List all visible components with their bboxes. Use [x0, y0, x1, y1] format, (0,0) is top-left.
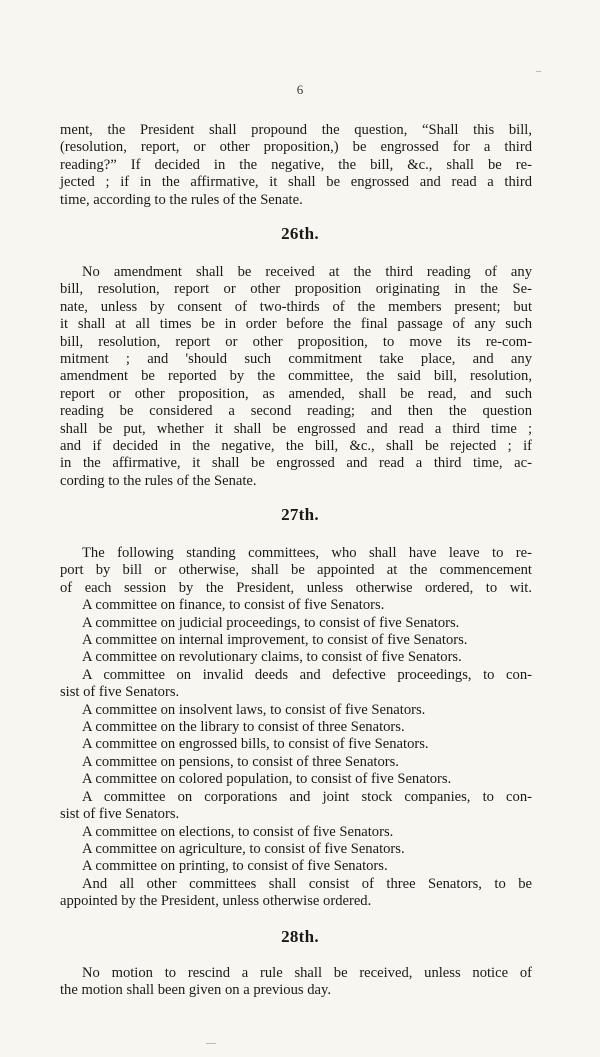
list-item: A committee on judicial proceedings, to consist of five Senators.: [82, 614, 460, 631]
text-line: and if decided in the negative, the bill, &c., shall be rejected ; if: [60, 438, 532, 455]
speck-mark: –: [536, 66, 541, 77]
text-line: amendment be reported by the committee, the said bill, resolution,: [60, 368, 532, 385]
rule-28-heading: 28th.: [281, 927, 319, 946]
list-item: A committee on corporations and joint stock companies, to con-: [82, 788, 532, 805]
text-line: ment, the President shall propound the question, “Shall this bill,: [60, 122, 532, 138]
text-line: nate, unless by consent of two-thirds of the members present; but: [60, 298, 532, 315]
text-line: cording to the rules of the Senate.: [60, 472, 257, 489]
text-line: time, according to the rules of the Senate.: [60, 191, 303, 208]
text-line: No amendment shall be received at the third reading of any: [82, 264, 532, 280]
rule-26-paragraph: [60, 264, 532, 490]
list-item: A committee on finance, to consist of five Senators.: [82, 597, 385, 614]
text-line: mitment ; and 'should such commitment take place, and any: [60, 351, 532, 368]
text-line: the motion shall been given on a previous day.: [60, 982, 332, 999]
text-line: (resolution, report, or other proposition,) be engrossed for a third: [60, 139, 532, 156]
list-item-continuation: sist of five Senators.: [60, 806, 180, 823]
text-line: shall be put, whether it shall be engrossed and read a third time ;: [60, 420, 532, 437]
list-item: A committee on revolutionary claims, to consist of five Senators.: [82, 649, 462, 666]
text-line: of each session by the President, unless otherwise ordered, to wit.: [60, 579, 532, 596]
text-line: port by bill or otherwise, shall be appointed at the commencement: [60, 562, 532, 579]
text-line: it shall at all times be in order before the final passage of any such: [60, 316, 532, 333]
rule-27-paragraph: [60, 545, 532, 911]
text-line: reading?” If decided in the negative, the bill, &c., shall be re-: [60, 156, 532, 173]
rule-26-heading: 26th.: [281, 224, 319, 243]
text-line: reading be considered a second reading; and then the question: [60, 403, 532, 420]
text-line: appointed by the President, unless otherwise ordered.: [60, 893, 372, 910]
list-item: A committee on the library to consist of three Senators.: [82, 719, 405, 736]
list-item: A committee on invalid deeds and defective proceedings, to con-: [82, 666, 532, 683]
text-line: jected ; if in the affirmative, it shall be engrossed and read a third: [60, 174, 532, 191]
text-line: And all other committees shall consist of three Senators, to be: [82, 875, 532, 892]
list-item: A committee on colored population, to consist of five Senators.: [82, 771, 452, 788]
rule-28-paragraph: [60, 965, 532, 1000]
speck-mark: —: [206, 1038, 216, 1049]
list-item: A committee on insolvent laws, to consist of five Senators.: [82, 701, 426, 718]
list-item: A committee on engrossed bills, to consist of five Senators.: [82, 736, 429, 753]
continuation-paragraph: [60, 122, 532, 209]
list-item: A committee on internal improvement, to consist of five Senators.: [82, 632, 468, 649]
text-line: No motion to rescind a rule shall be received, unless notice of: [82, 965, 532, 981]
text-line: in the affirmative, it shall be engrossed and read a third time, ac-: [60, 455, 532, 472]
list-item: A committee on elections, to consist of five Senators.: [82, 823, 394, 840]
page-number: 6: [296, 82, 304, 97]
rule-27-heading: 27th.: [281, 505, 319, 524]
list-item: A committee on pensions, to consist of three Senators.: [82, 753, 399, 770]
text-line: bill, resolution, report or other proposition, to move its re-com-: [60, 333, 532, 350]
list-item: A committee on agriculture, to consist of five Senators.: [82, 840, 405, 857]
text-line: bill, resolution, report or other proposition originating in the Se-: [60, 281, 532, 298]
list-item: A committee on printing, to consist of five Senators.: [82, 858, 388, 875]
text-line: report or other proposition, as amended, shall be read, and such: [60, 385, 532, 402]
list-item-continuation: sist of five Senators.: [60, 684, 180, 701]
text-line: The following standing committees, who shall have leave to re-: [82, 545, 532, 561]
